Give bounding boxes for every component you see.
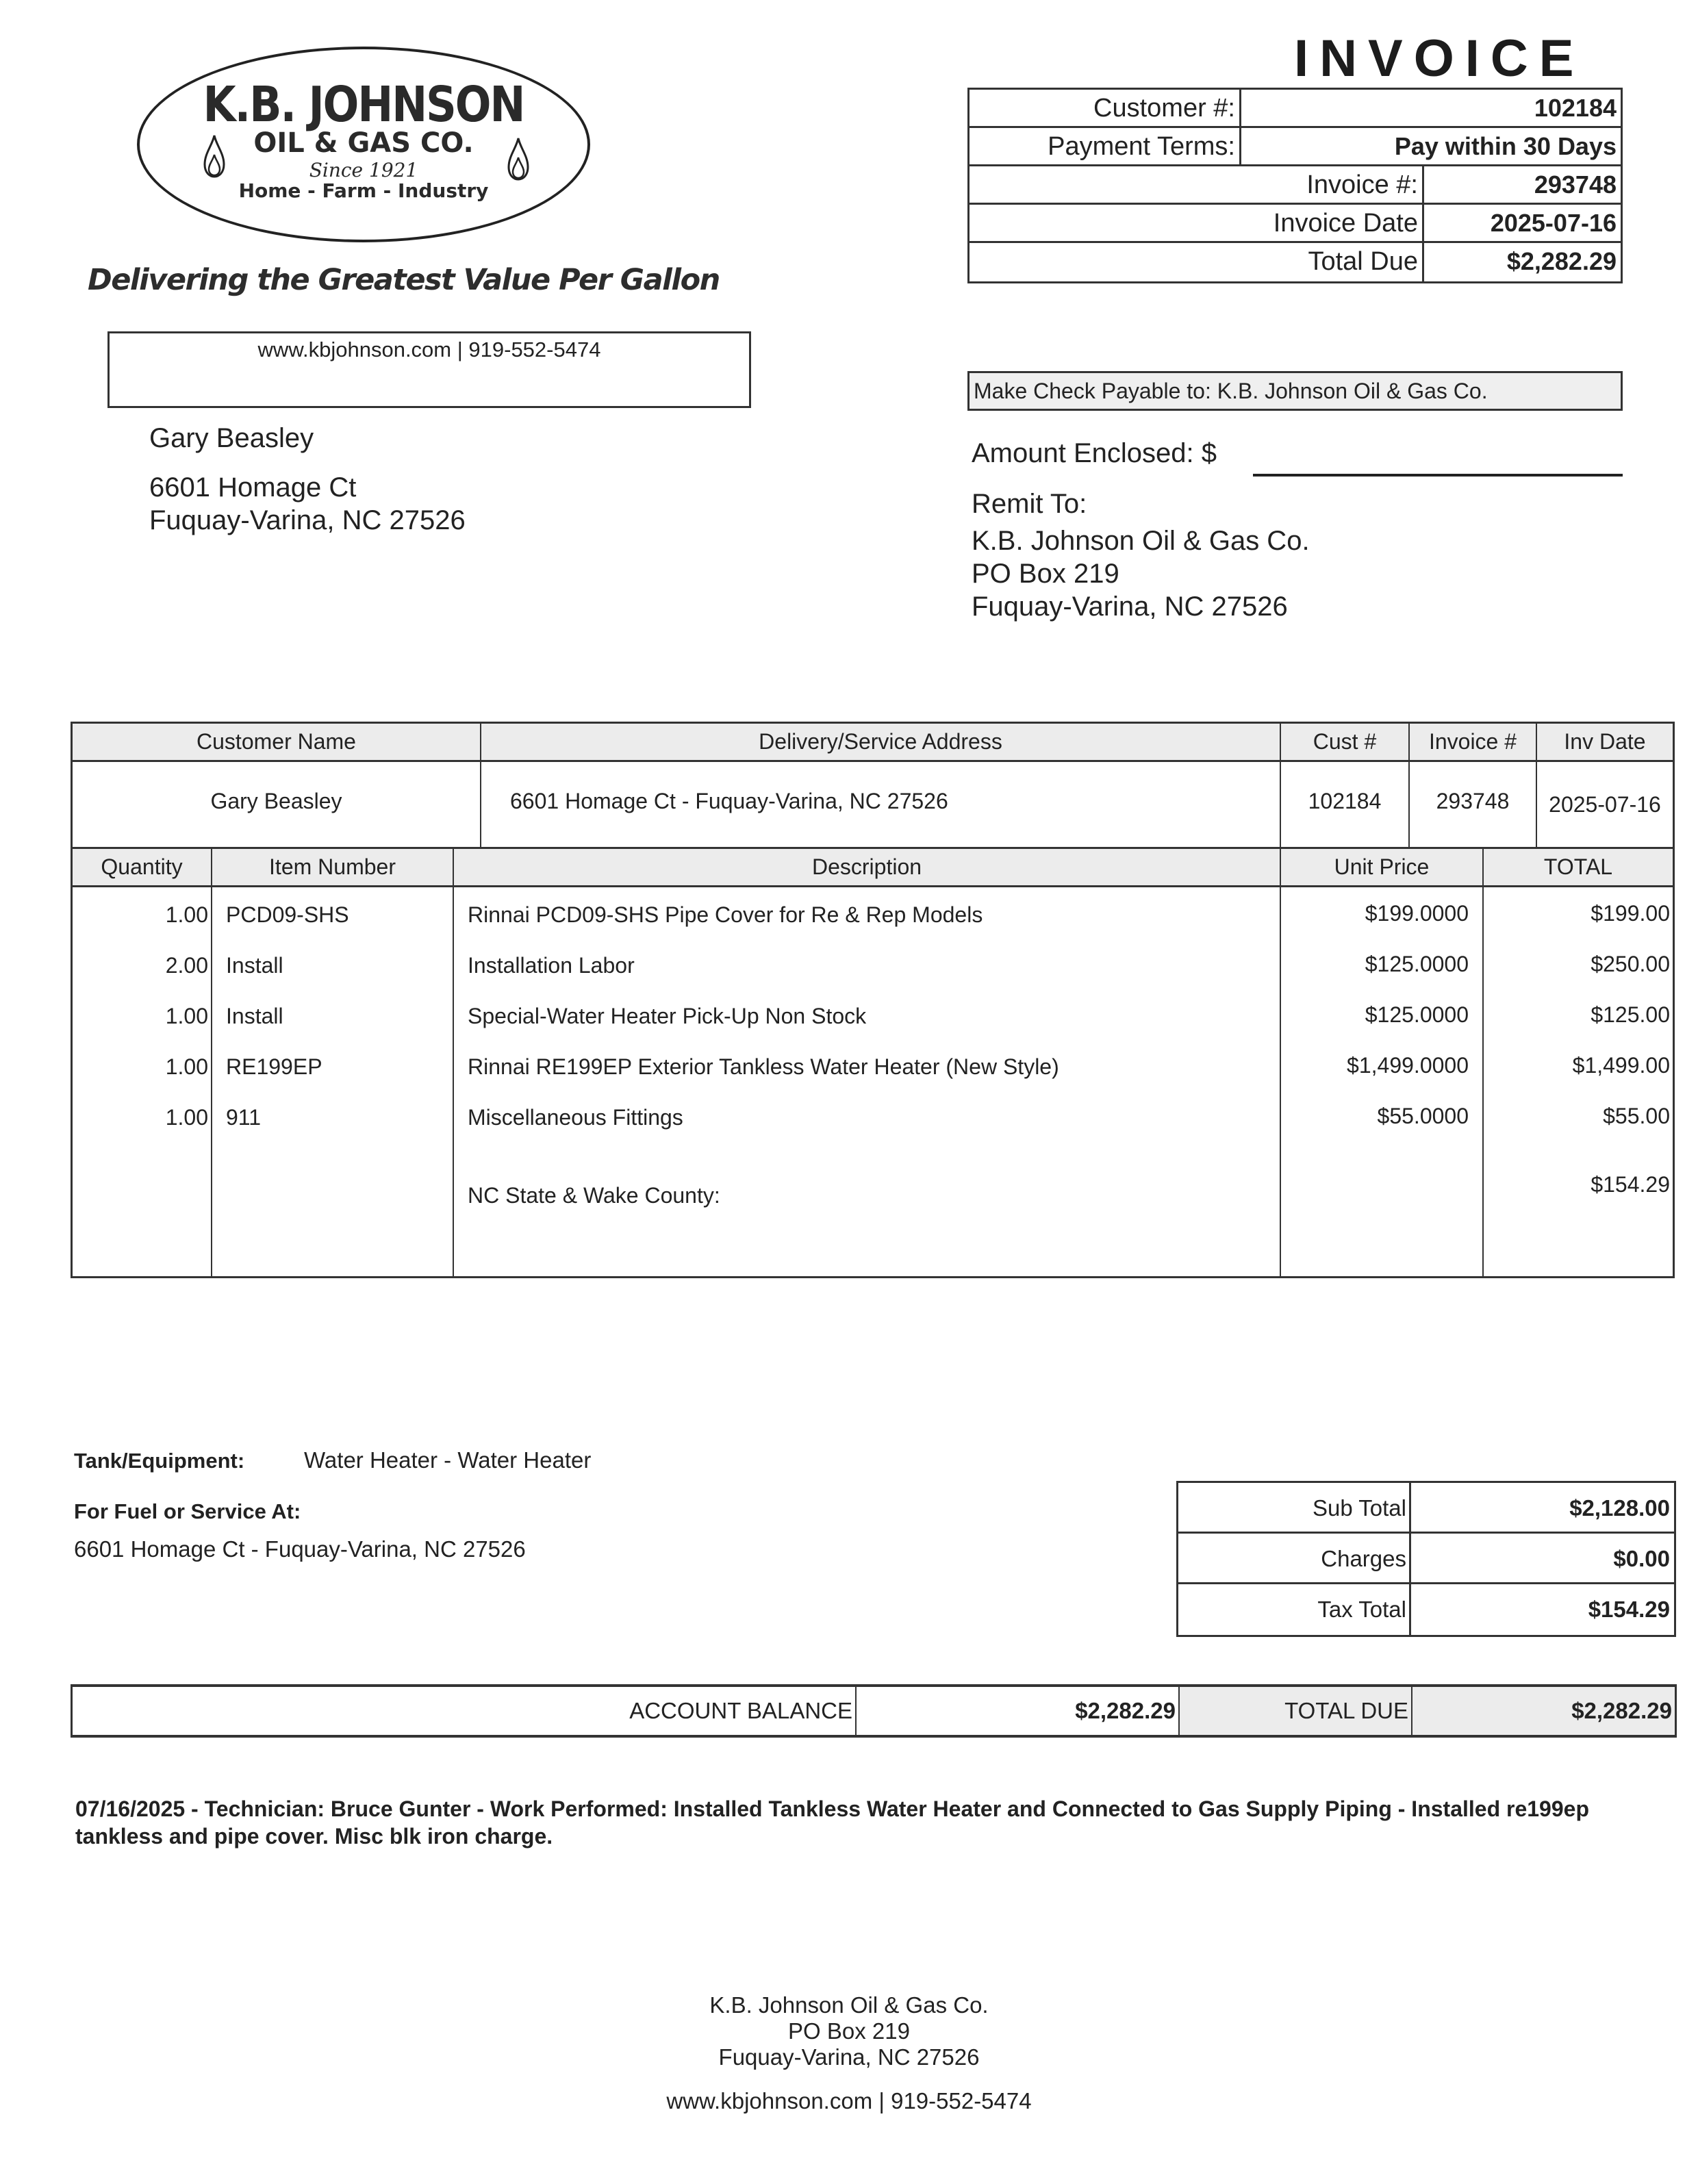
item-qty: 1.00 [165, 902, 208, 927]
total-due-bar-label: TOTAL DUE [1180, 1687, 1412, 1735]
footer-contact: www.kbjohnson.com | 919-552-5474 [666, 2088, 1032, 2113]
item-number: Install [226, 1004, 283, 1028]
invoice-number-label: Invoice #: [970, 166, 1424, 203]
header-unit-price: Unit Price [1281, 849, 1484, 885]
invoice-info-table [967, 88, 1623, 283]
item-total: $55.00 [1603, 1104, 1670, 1128]
summary-inv-date [1537, 762, 1673, 847]
invoice-title: INVOICE [1294, 29, 1585, 88]
header-customer-name: Customer Name [73, 724, 481, 760]
summary-data-row [73, 762, 1673, 849]
item-qty: 1.00 [165, 1054, 208, 1079]
header-delivery-address: Delivery/Service Address [481, 724, 1281, 760]
customer-number-row [970, 90, 1621, 128]
subtotal-label: Sub Total [1178, 1483, 1411, 1532]
summary-delivery-address [481, 762, 1281, 847]
tax-amount: $154.29 [1591, 1172, 1670, 1197]
totals-table [1176, 1481, 1676, 1637]
item-description: Rinnai RE199EP Exterior Tankless Water Heater (New Style) [468, 1054, 1059, 1079]
total-due-label: Total Due [970, 243, 1424, 281]
header-item-number: Item Number [212, 849, 454, 885]
summary-customer-name-text: Gary Beasley [210, 788, 342, 813]
item-description: Installation Labor [468, 953, 635, 978]
summary-invoice-number-text: 293748 [1436, 788, 1510, 813]
item-unit-price: $55.0000 [1377, 1104, 1469, 1128]
amount-enclosed-label: Amount Enclosed: $ [972, 438, 1217, 468]
remit-to-label: Remit To: [972, 489, 1087, 519]
footer-company: K.B. Johnson Oil & Gas Co. [709, 1992, 989, 2018]
check-payable-box [967, 371, 1623, 411]
summary-cust-number-text: 102184 [1308, 788, 1382, 813]
remit-po-box: PO Box 219 [972, 559, 1119, 589]
balance-bar [71, 1684, 1677, 1738]
total-due-bar-value: $2,282.29 [1412, 1687, 1675, 1735]
logo-since: Since 1921 [309, 159, 418, 181]
item-qty: 1.00 [165, 1004, 208, 1028]
customer-number-label: Customer #: [970, 90, 1241, 126]
header-invoice-number: Invoice # [1410, 724, 1537, 760]
item-description: Miscellaneous Fittings [468, 1105, 683, 1130]
header-cust-number: Cust # [1281, 724, 1410, 760]
footer-address [0, 1992, 1698, 2070]
contact-box [107, 331, 751, 408]
equipment-label: Tank/Equipment: [74, 1449, 245, 1473]
remit-city: Fuquay-Varina, NC 27526 [972, 592, 1288, 622]
charges-value: $0.00 [1613, 1546, 1670, 1571]
tax-total-value: $154.29 [1588, 1597, 1670, 1622]
check-payable-text: Make Check Payable to: K.B. Johnson Oil & Gas Co. [974, 379, 1488, 403]
flame-icon [203, 134, 226, 178]
flame-icon [507, 137, 530, 181]
item-number: Install [226, 953, 283, 978]
footer-po-box: PO Box 219 [788, 2018, 910, 2044]
summary-inv-date-text: 2025-07-16 [1549, 791, 1661, 817]
logo-company-name: K.B. JOHNSON [203, 75, 524, 134]
tax-total-row [1178, 1584, 1674, 1635]
charges-label: Charges [1178, 1534, 1411, 1582]
service-at-label: For Fuel or Service At: [74, 1499, 301, 1523]
invoice-number-value: 293748 [1534, 170, 1617, 199]
subtotal-value: $2,128.00 [1569, 1495, 1670, 1521]
summary-header-row [73, 724, 1673, 762]
item-total: $125.00 [1591, 1002, 1670, 1027]
line-items-table [71, 722, 1675, 1278]
item-number: RE199EP [226, 1054, 322, 1079]
item-qty: 1.00 [165, 1105, 208, 1130]
item-total: $199.00 [1591, 901, 1670, 926]
charges-row [1178, 1534, 1674, 1584]
amount-enclosed-field[interactable] [1253, 474, 1623, 477]
customer-address-line1: 6601 Homage Ct [149, 472, 357, 503]
item-qty: 2.00 [165, 953, 208, 978]
logo-subtitle: OIL & GAS CO. [253, 127, 474, 159]
total-due-value: $2,282.29 [1506, 247, 1617, 275]
item-number: 911 [226, 1105, 262, 1130]
invoice-date-value: 2025-07-16 [1490, 209, 1617, 237]
footer-city: Fuquay-Varina, NC 27526 [718, 2044, 980, 2070]
payment-terms-label: Payment Terms: [970, 128, 1241, 164]
work-notes: 07/16/2025 - Technician: Bruce Gunter - Work Performed: Installed Tankless Water Heater and Connected to Gas Supply Piping - Installed re199ep tankless and pipe cover. Misc blk iron charge. [75, 1796, 1589, 1849]
payment-terms-row [970, 128, 1621, 166]
item-description: Special-Water Heater Pick-Up Non Stock [468, 1004, 867, 1028]
customer-number-value: 102184 [1534, 94, 1617, 122]
header-quantity: Quantity [73, 849, 212, 885]
slogan: Delivering the Greatest Value Per Gallon [88, 263, 720, 297]
unit-price-column [1281, 887, 1484, 1276]
remit-company: K.B. Johnson Oil & Gas Co. [972, 526, 1310, 556]
item-number-column [212, 887, 454, 1276]
invoice-date-label: Invoice Date [970, 205, 1424, 241]
header-description: Description [454, 849, 1281, 885]
service-at-value: 6601 Homage Ct - Fuquay-Varina, NC 27526 [74, 1536, 526, 1562]
quantity-column [73, 887, 212, 1276]
tax-description: NC State & Wake County: [468, 1183, 720, 1208]
items-body [73, 887, 1673, 1276]
item-unit-price: $1,499.0000 [1347, 1053, 1469, 1078]
description-column [454, 887, 1281, 1276]
customer-address-block [149, 422, 466, 537]
item-unit-price: $125.0000 [1365, 952, 1469, 976]
summary-delivery-address-text: 6601 Homage Ct - Fuquay-Varina, NC 27526 [510, 788, 948, 813]
summary-invoice-number [1410, 762, 1537, 847]
payment-terms-value: Pay within 30 Days [1394, 132, 1617, 160]
invoice-number-row [970, 166, 1621, 205]
remit-to-block [972, 487, 1310, 623]
header-inv-date: Inv Date [1564, 729, 1646, 754]
tax-total-label: Tax Total [1178, 1584, 1411, 1635]
logo-tagline: Home - Farm - Industry [238, 179, 489, 202]
item-description: Rinnai PCD09-SHS Pipe Cover for Re & Rep Models [468, 902, 983, 927]
item-unit-price: $199.0000 [1365, 901, 1469, 926]
total-column [1484, 887, 1673, 1276]
account-balance-label: ACCOUNT BALANCE [73, 1687, 857, 1735]
customer-name: Gary Beasley [149, 423, 314, 453]
invoice-date-row [970, 205, 1621, 243]
contact-text: www.kbjohnson.com | 919-552-5474 [257, 338, 601, 361]
account-balance-value: $2,282.29 [857, 1687, 1180, 1735]
header-total: TOTAL [1543, 854, 1613, 879]
item-unit-price: $125.0000 [1365, 1002, 1469, 1027]
item-total: $250.00 [1591, 952, 1670, 976]
total-due-row [970, 243, 1621, 281]
subtotal-row [1178, 1483, 1674, 1534]
item-total: $1,499.00 [1572, 1053, 1670, 1078]
summary-customer-name [73, 762, 481, 847]
summary-cust-number [1281, 762, 1410, 847]
items-header-row [73, 849, 1673, 887]
equipment-value: Water Heater - Water Heater [304, 1447, 592, 1473]
item-number: PCD09-SHS [226, 902, 349, 927]
customer-address-line2: Fuquay-Varina, NC 27526 [149, 505, 466, 535]
